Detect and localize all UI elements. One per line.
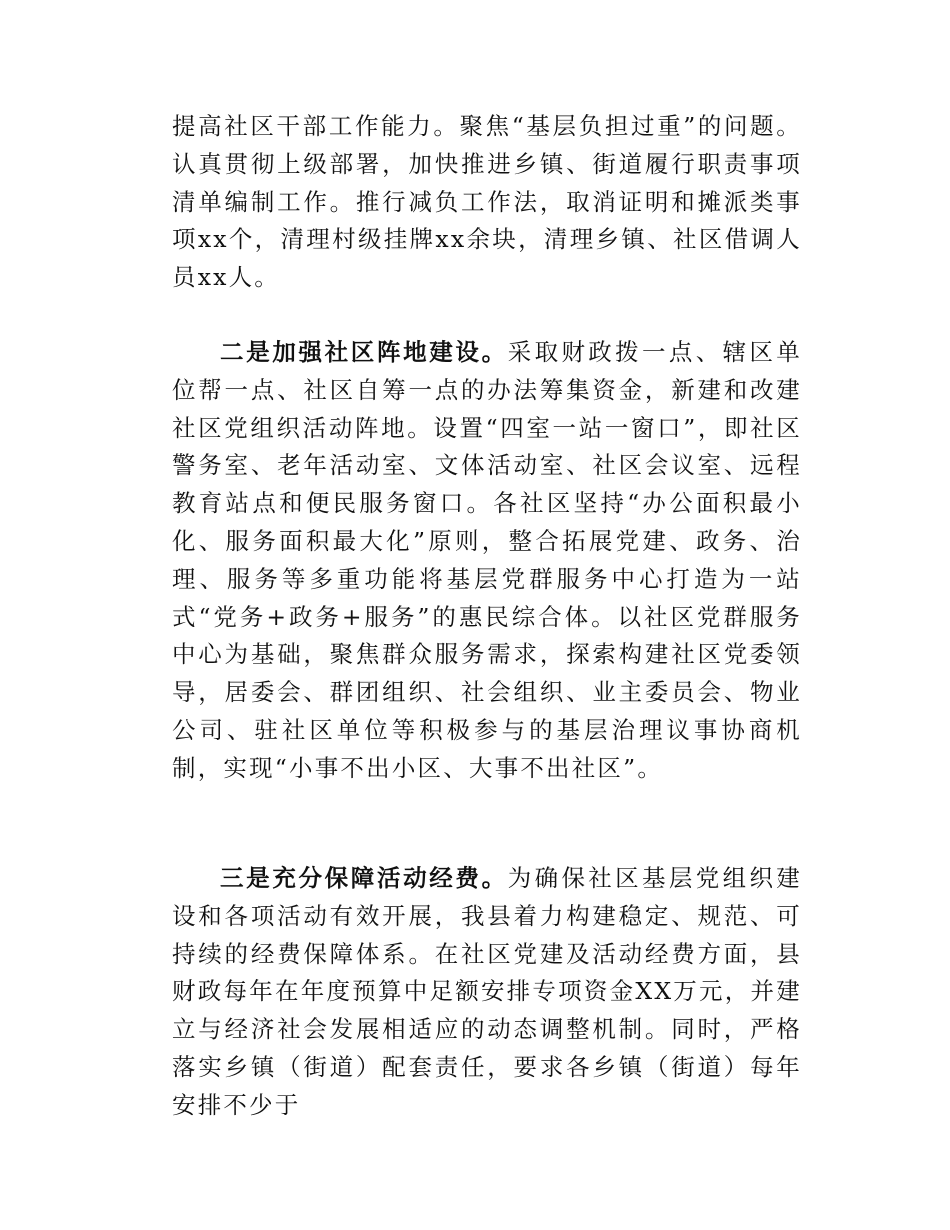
paragraph-body: 采取财政拨一点、辖区单位帮一点、社区自筹一点的办法筹集资金，新建和改建社区党组织活动阵地。设置“四室一站一窗口”，即社区警务室、老年活动室、文体活动室、社区会议室、远程教育站点和便民服务窗口。各社区坚持“办公面积最小化、服务面积最大化”原则，整合拓展党建、政务、治理、服务等多重功能将基层党群服务中心打造为一站式“党务+政务+服务”的惠民综合体。以社区党群服务中心为基础，聚焦群众服务需求，探索构建社区党委领导，居委会、群团组织、社会组织、业主委员会、物业公司、驻社区单位等积极参与的基层治理议事协商机制，实现“小事不出小区、大事不出社区”。 (172, 338, 803, 782)
paragraph-lead-heading: 三是充分保障活动经费。 (220, 864, 508, 892)
paragraph-community-positions (172, 334, 802, 788)
paragraph-community-cadre-capacity (172, 108, 802, 297)
paragraph-lead-heading: 二是加强社区阵地建设。 (220, 338, 508, 366)
paragraph-body: 提高社区干部工作能力。聚焦“基层负担过重”的问题。认真贯彻上级部署，加快推进乡镇、街道履行职责事项清单编制工作。推行减负工作法，取消证明和摊派类事项xx个，清理村级挂牌xx余块，清理乡镇、社区借调人员xx人。 (172, 112, 802, 292)
paragraph-body-wrapper (172, 860, 802, 1125)
paragraph-body: 为确保社区基层党组织建设和各项活动有效开展，我县着力构建稳定、规范、可持续的经费保障体系。在社区党建及活动经费方面，县财政每年在年度预算中足额安排专项资金XX万元，并建立与经济社会发展相适应的动态调整机制。同时，严格落实乡镇（街道）配套责任，要求各乡镇（街道）每年安排不少于 (172, 864, 803, 1119)
paragraph-activity-funding (172, 860, 802, 1125)
paragraph-body-wrapper (172, 334, 802, 788)
